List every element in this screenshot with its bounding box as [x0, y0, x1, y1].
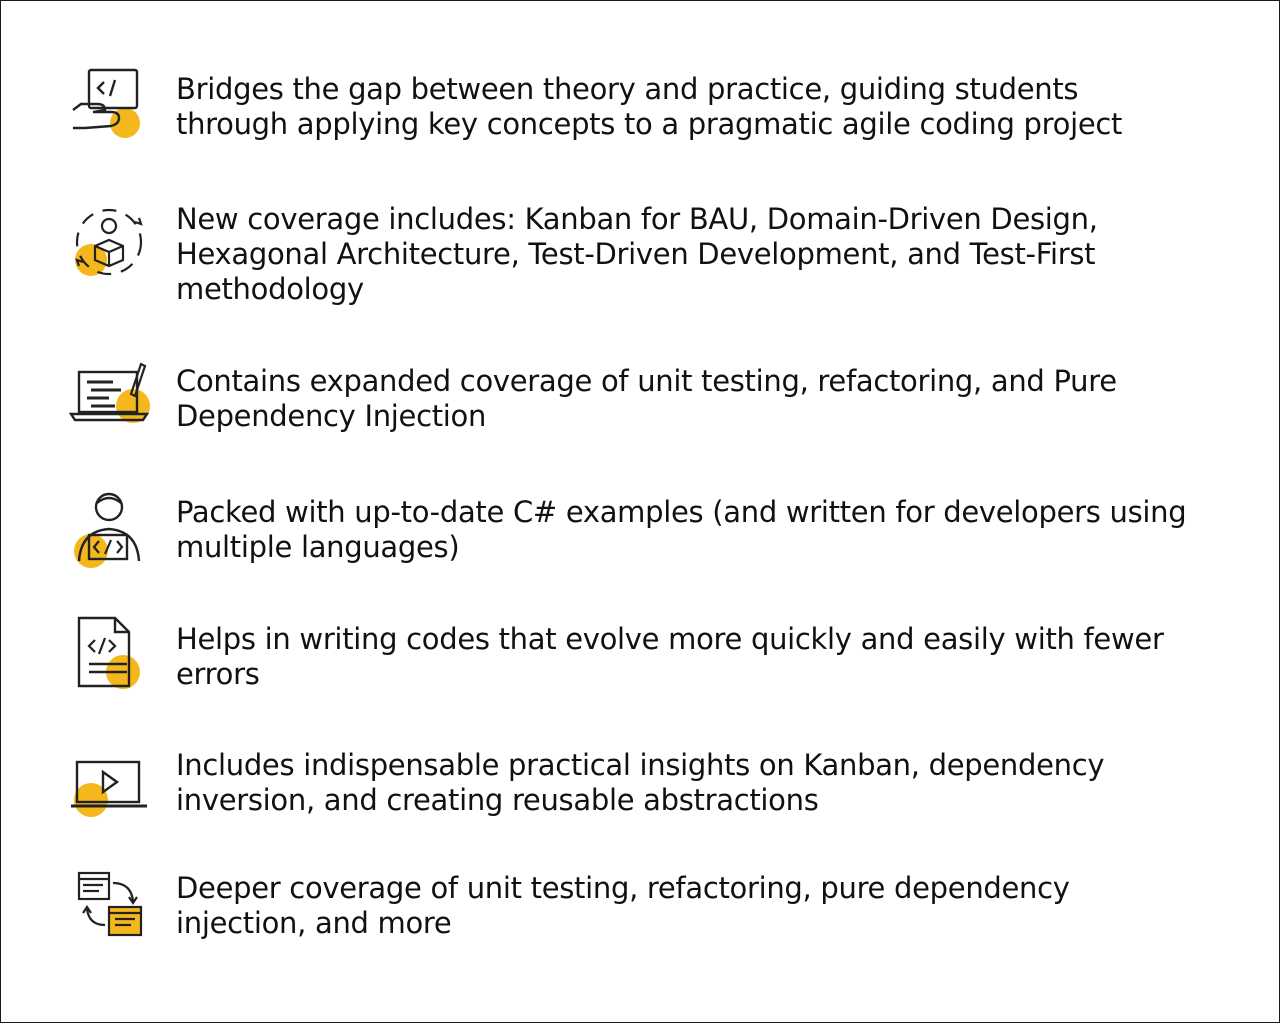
video-laptop-icon — [69, 742, 149, 822]
coding-hand-icon — [69, 66, 149, 146]
developer-icon — [69, 489, 149, 569]
feature-text-1: Bridges the gap between theory and practice, guiding students through applying key concepts to a pragmatic agile coding project — [176, 72, 1123, 141]
feature-text-4: Packed with up-to-date C# examples (and written for developers using multiple languages) — [176, 495, 1187, 564]
feature-text-2: New coverage includes: Kanban for BAU, Domain-Driven Design, Hexagonal Architecture, Test-Driven Development, and Test-First methodology — [176, 202, 1098, 306]
code-refactor-icon — [69, 865, 149, 945]
code-file-icon — [69, 616, 149, 696]
learning-cycle-icon — [69, 196, 149, 276]
feature-text-6: Includes indispensable practical insights on Kanban, dependency inversion, and creating reusable abstractions — [176, 748, 1105, 817]
laptop-pen-icon — [69, 358, 149, 438]
feature-text-3: Contains expanded coverage of unit testing, refactoring, and Pure Dependency Injection — [176, 364, 1117, 433]
feature-text-7: Deeper coverage of unit testing, refactoring, pure dependency injection, and more — [176, 871, 1070, 940]
feature-text-5: Helps in writing codes that evolve more quickly and easily with fewer errors — [176, 622, 1164, 691]
